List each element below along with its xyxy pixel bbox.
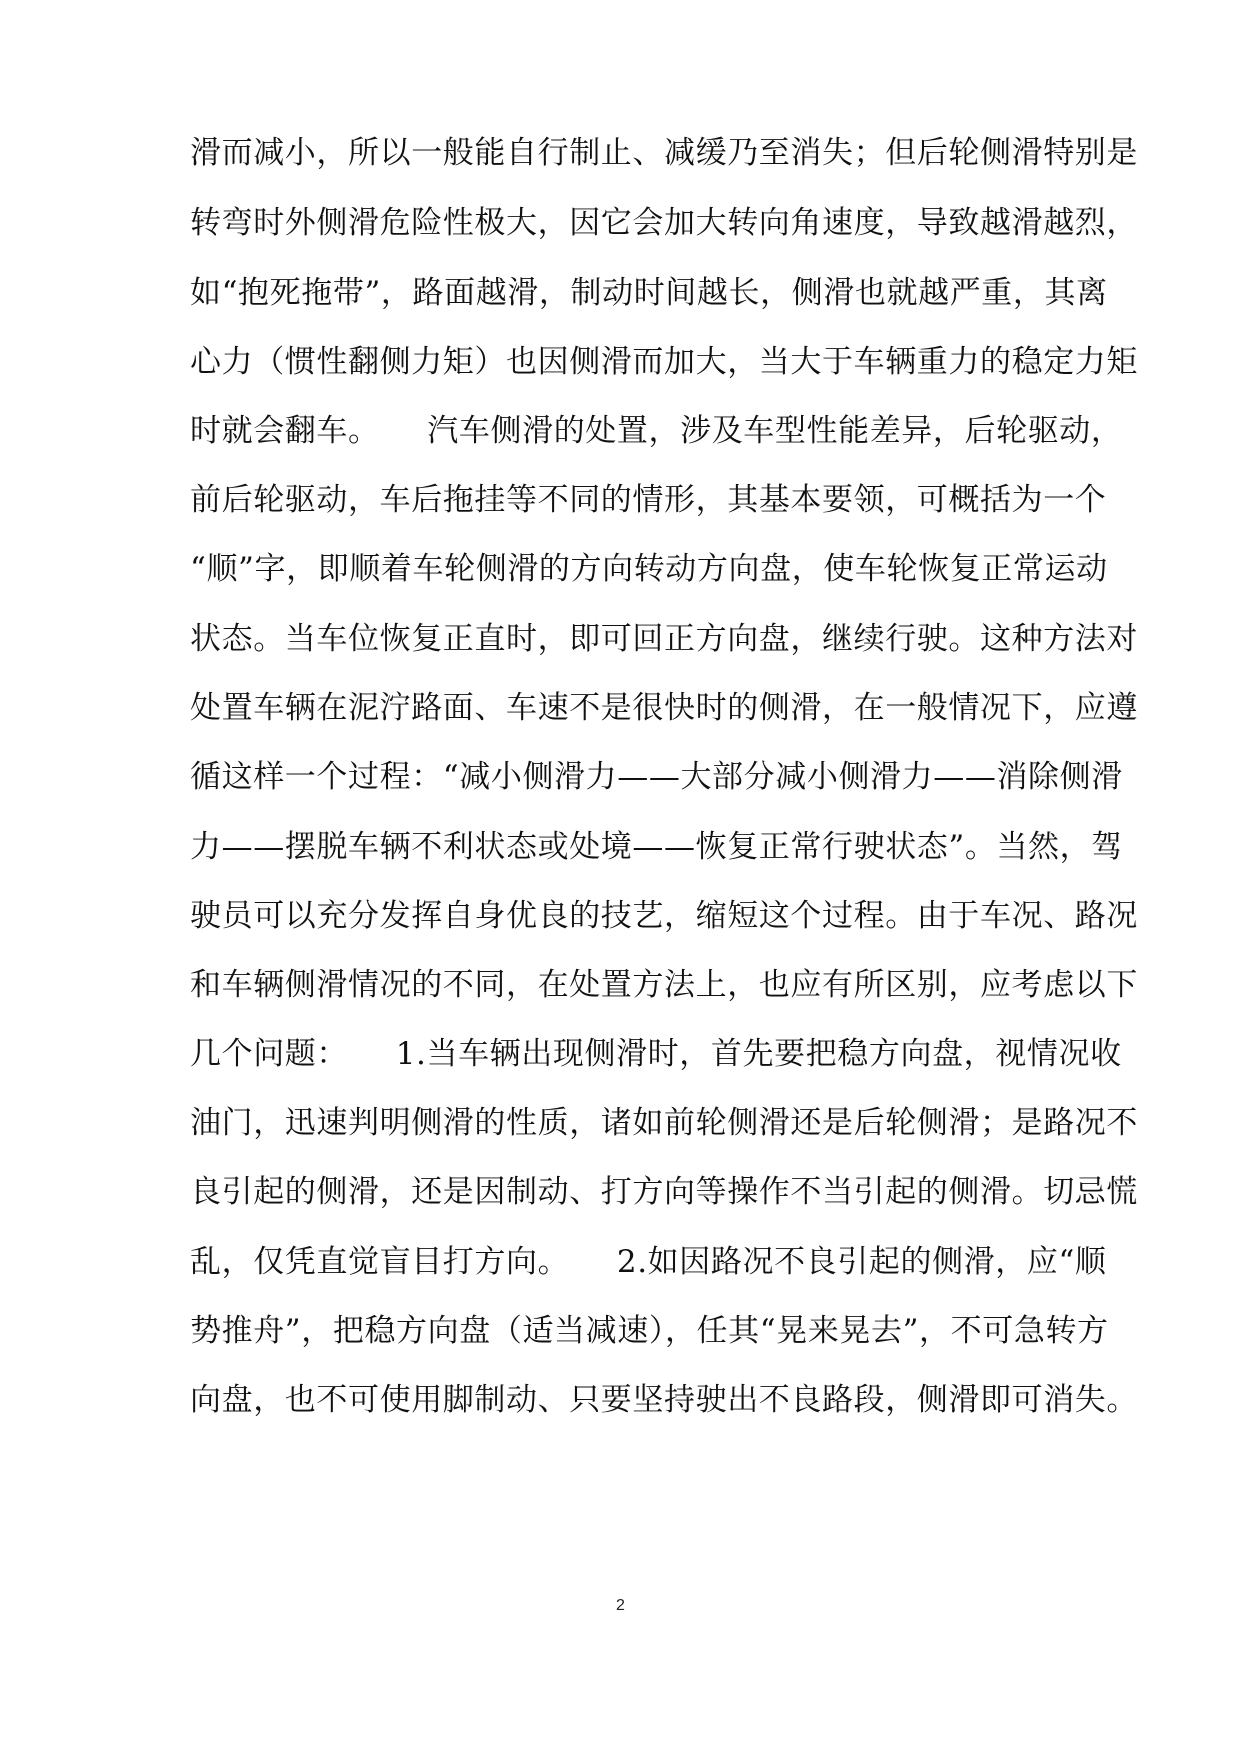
body-text-line: 转弯时外侧滑危险性极大，因它会加大转向角速度，导致越滑越烈， — [190, 205, 1138, 241]
body-text-line: 力——摆脱车辆不利状态或处境——恢复正常行驶状态”。当然，驾 — [190, 829, 1123, 865]
body-text-line: “顺”字，即顺着车轮侧滑的方向转动方向盘，使车轮恢复正常运动 — [190, 551, 1108, 587]
body-text-line: 心力（惯性翻侧力矩）也因侧滑而加大，当大于车辆重力的稳定力矩 — [190, 344, 1138, 380]
body-text-line: 和车辆侧滑情况的不同，在处置方法上，也应有所区别，应考虑以下 — [190, 967, 1138, 1003]
body-text-line: 滑而减小，所以一般能自行制止、减缓乃至消失；但后轮侧滑特别是 — [190, 135, 1138, 171]
body-text-line: 几个问题： 1.当车辆出现侧滑时，首先要把稳方向盘，视情况收 — [190, 1036, 1122, 1072]
page-number: 2 — [616, 1597, 625, 1614]
body-text-line: 乱，仅凭直觉盲目打方向。 2.如因路况不良引起的侧滑，应“顺 — [190, 1244, 1107, 1280]
body-text-line: 向盘，也不可使用脚制动、只要坚持驶出不良路段，侧滑即可消失。 — [190, 1382, 1138, 1418]
body-text-line: 良引起的侧滑，还是因制动、打方向等操作不当引起的侧滑。切忌慌 — [190, 1174, 1138, 1210]
body-text-line: 处置车辆在泥泞路面、车速不是很快时的侧滑，在一般情况下，应遵 — [190, 690, 1138, 726]
body-text-line: 状态。当车位恢复正直时，即可回正方向盘，继续行驶。这种方法对 — [190, 621, 1138, 657]
body-text-line: 时就会翻车。 汽车侧滑的处置，涉及车型性能差异，后轮驱动， — [190, 413, 1123, 449]
body-text-line: 前后轮驱动，车后拖挂等不同的情形，其基本要领，可概括为一个 — [190, 482, 1107, 518]
body-text-line: 油门，迅速判明侧滑的性质，诸如前轮侧滑还是后轮侧滑；是路况不 — [190, 1105, 1138, 1141]
body-text-line: 势推舟”，把稳方向盘（适当减速），任其“晃来晃去”，不可急转方 — [190, 1313, 1109, 1349]
body-text-line: 驶员可以充分发挥自身优良的技艺，缩短这个过程。由于车况、路况 — [190, 898, 1138, 934]
body-text-line: 如“抱死拖带”，路面越滑，制动时间越长，侧滑也就越严重，其离 — [190, 275, 1108, 311]
body-text-line: 循这样一个过程：“减小侧滑力——大部分减小侧滑力——消除侧滑 — [190, 759, 1123, 795]
